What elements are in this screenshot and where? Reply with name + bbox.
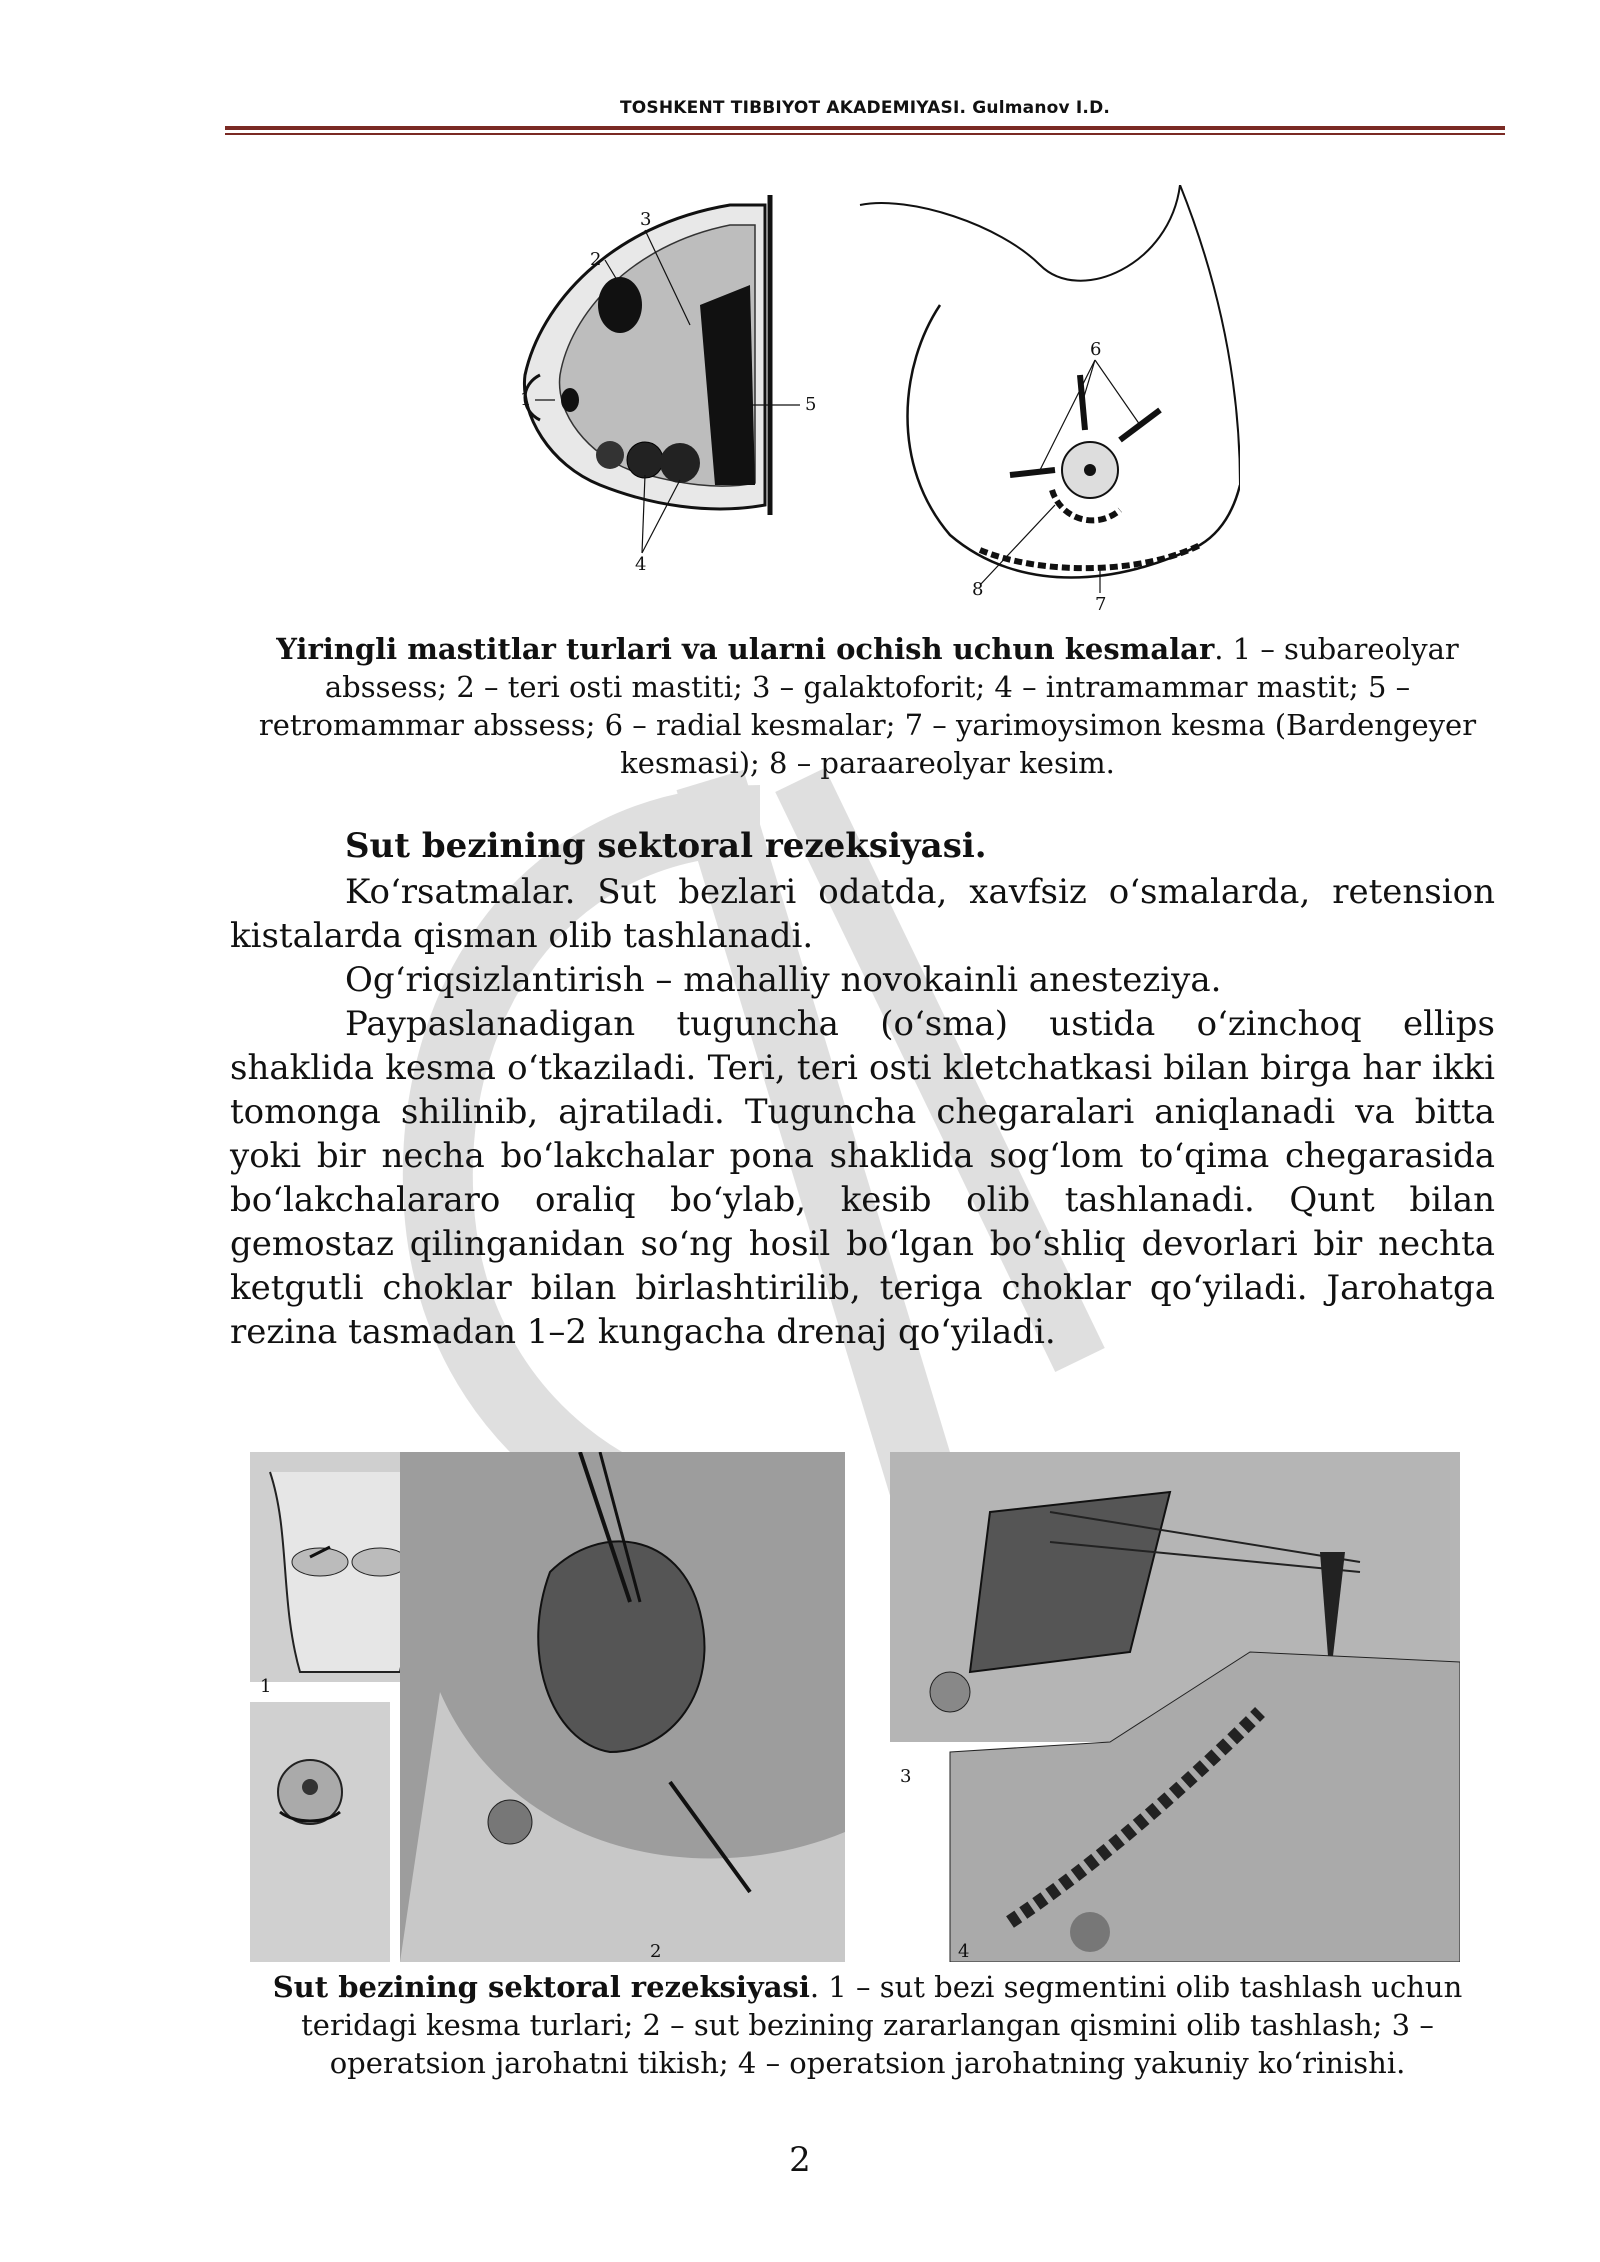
label-3: 3 (640, 209, 652, 230)
label-7: 7 (1095, 594, 1107, 615)
figure1-caption (230, 630, 1505, 782)
header-rule (225, 126, 1505, 130)
figure-sectoral-resection (250, 1452, 1460, 1962)
paragraph-indications: Ko‘rsatmalar. Sut bezlari odatda, xavfsiz o‘smalarda, retension kistalarda qisman olib tashlanadi. (230, 872, 1495, 956)
side-view-illustration (250, 1702, 390, 1962)
label-8: 8 (972, 579, 984, 600)
page-number: 2 (789, 2140, 811, 2180)
breast-incision-illustration (860, 185, 1240, 578)
label-5: 5 (805, 394, 817, 415)
label-1: 1 (520, 389, 532, 410)
label-4: 4 (635, 554, 647, 575)
label-6: 6 (1090, 339, 1102, 360)
fig2-label-4: 4 (958, 1941, 970, 1962)
running-header: TOSHKENT TIBBIYOT AKADEMIYASI. Gulmanov I.D. (619, 98, 1111, 118)
fig2-label-3: 3 (900, 1766, 912, 1787)
paragraph-anesthesia: Og‘riqsizlantirish – mahalliy novokainli anesteziya. (345, 960, 1222, 1000)
fig2-label-1: 1 (260, 1676, 272, 1697)
section-heading: Sut bezining sektoral rezeksiyasi. (345, 826, 987, 866)
paragraph-procedure: Paypaslanadigan tuguncha (o‘sma) ustida o‘zinchoq ellips shaklida kesma o‘tkaziladi. Teri, teri osti kletchatkasi bilan birga har ikki tomonga shilinib, ajratiladi. Tuguncha chegaralari aniqlanadi va bitta yoki bir necha bo‘lakchalar pona shaklida sog‘lom to‘qima chegarasida bo‘lakchalararo oraliq bo‘ylab, kesib olib tashlanadi. Qunt bilan gemostaz qilinganidan so‘ng hosil bo‘lgan bo‘shliq devorlari bir nechta ketgutli choklar bilan birlashtirilib, teriga choklar qo‘yiladi. Jarohatga rezina tasmadan 1–2 kungacha drenaj qo‘yiladi. (230, 1004, 1495, 1352)
header-rule-thin (225, 133, 1505, 135)
figure2-caption (230, 1968, 1505, 2082)
figure2-caption-title: Sut bezining sektoral rezeksiyasi (272, 1970, 810, 2004)
figure1-caption-text: . 1 – subareolyar abssess; 2 – teri osti mastiti; 3 – galaktoforit; 4 – intramammar mastit; 5 – retromammar abssess; 6 – radial kesmalar; 7 – yarimoysimon kesma (Bardengeyer kesmasi); 8 – paraareolyar kesim. (258, 632, 1477, 780)
figure-mastitis-diagram (480, 185, 1240, 615)
breast-section-illustration (524, 195, 770, 515)
figure2-caption-text: . 1 – sut bezi segmentini olib tashlash uchun teridagi kesma turlari; 2 – sut bezining zararlangan qismini olib tashlash; 3 – operatsion jarohatni tikish; 4 – operatsion jarohatning yakuniy ko‘rinishi. (301, 1970, 1463, 2080)
label-2: 2 (590, 249, 602, 270)
fig2-label-2: 2 (650, 1941, 662, 1962)
figure1-caption-title: Yiringli mastitlar turlari va ularni ochish uchun kesmalar (276, 632, 1215, 666)
resection-wound-illustration (400, 1452, 845, 1962)
